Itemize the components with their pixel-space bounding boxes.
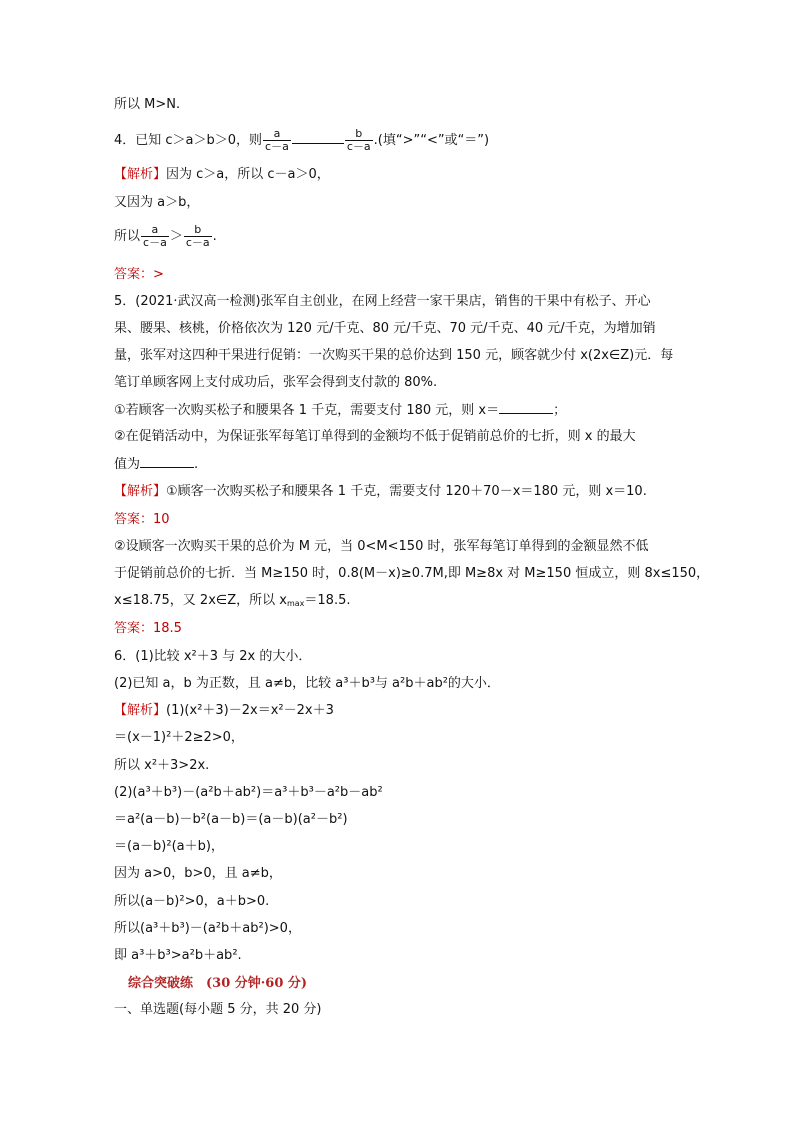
analysis-line: ＝(x－1)²＋2≥2>0， [114, 730, 244, 745]
analysis-line [114, 166, 330, 184]
question-5-line: 笔订单顾客网上支付成功后，张军会得到支付款的 80%. [114, 375, 438, 390]
text: 值为 [114, 457, 141, 472]
analysis-line: ②设顾客一次购买干果的总价为 M 元，当 0<M<150 时，张军每笔订单得到的金额显然不低 [114, 539, 649, 554]
text-line: 所以 M>N. [114, 97, 181, 112]
analysis-line: 即 a³＋b³>a²b＋ab². [114, 948, 242, 963]
text: x≤18.75，又 2x∈Z，所以 x [114, 593, 287, 608]
text-line: 又因为 a＞b， [114, 195, 200, 210]
analysis-line [114, 483, 647, 501]
answer-blank [140, 455, 194, 468]
analysis-line: (2)(a³＋b³)－(a²b＋ab²)＝a³＋b³－a²b－ab² [114, 785, 383, 800]
analysis-line: 因为 a>0，b>0，且 a≠b， [114, 866, 282, 881]
analysis-line: 所以(a³＋b³)－(a²b＋ab²)>0， [114, 921, 301, 936]
analysis-line: 所以(a－b)²>0，a＋b>0. [114, 894, 270, 909]
analysis-line: 于促销前总价的七折．当 M≥150 时，0.8(M－x)≥0.7M,即 M≥8x 对 M≥150 恒成立，则 8x≤150， [114, 566, 710, 581]
answer-blank [292, 131, 344, 144]
numerator: b [194, 223, 202, 236]
fraction [345, 128, 373, 153]
answer-blank [499, 401, 553, 414]
analysis-line: ＝a²(a－b)－b²(a－b)＝(a－b)(a²－b²) [114, 812, 348, 827]
answer-line: 答案：10 [114, 512, 170, 527]
analysis-text: ①顾客一次购买松子和腰果各 1 千克，需要支付 120＋70－x＝180 元，则 x＝10. [166, 484, 647, 499]
answer-line: 答案：18.5 [114, 621, 182, 636]
analysis-text: (1)(x²＋3)－2x＝x²－2x＋3 [166, 703, 334, 718]
analysis-line [114, 592, 350, 610]
question-5-line [114, 455, 198, 474]
question-5-line: 量，张军对这四种干果进行促销：一次购买干果的总价达到 150 元，顾客就少付 x(2x∈Z)元．每 [114, 348, 674, 363]
text: . [194, 457, 199, 472]
denominator: c－a [143, 236, 167, 249]
numerator: b [355, 127, 363, 140]
denominator: c－a [346, 140, 371, 153]
analysis-tag: 【解析】 [114, 167, 167, 182]
q4-suffix: .(填“>”“<”或“＝”) [373, 133, 490, 148]
question-6-line: 6．(1)比较 x²＋3 与 2x 的大小． [114, 649, 312, 664]
analysis-line [114, 702, 334, 720]
question-4 [114, 128, 489, 153]
text: . [212, 229, 217, 244]
analysis-line: ＝(a－b)²(a＋b)， [114, 839, 224, 854]
question-5-line: 5．(2021·武汉高一检测)张军自主创业，在网上经营一家干果店，销售的干果中有松子、开心 [114, 294, 651, 309]
subscript: max [286, 599, 305, 608]
text: ＞ [169, 229, 183, 244]
numerator: a [151, 223, 159, 236]
numerator: a [273, 127, 281, 140]
question-6-line: (2)已知 a，b 为正数，且 a≠b，比较 a³＋b³与 a²b＋ab²的大小． [114, 676, 500, 691]
analysis-line [114, 224, 217, 249]
denominator: c－a [265, 140, 289, 153]
question-5-line [114, 401, 566, 420]
section-heading: 综合突破练 (30 分钟·60 分) [128, 976, 308, 991]
subsection-heading: 一、单选题(每小题 5 分，共 20 分) [114, 1002, 322, 1017]
fraction [141, 224, 169, 249]
text: ； [553, 403, 567, 418]
fraction [184, 224, 212, 249]
analysis-text: 因为 c＞a，所以 c－a＞0， [166, 167, 330, 182]
text: ＝18.5. [304, 593, 351, 608]
text: ①若顾客一次购买松子和腰果各 1 千克，需要支付 180 元，则 x＝ [114, 403, 500, 418]
analysis-tag: 【解析】 [114, 484, 167, 499]
analysis-tag: 【解析】 [114, 703, 167, 718]
fraction [263, 128, 291, 153]
question-5-line: 果、腰果、核桃，价格依次为 120 元/千克、80 元/千克、70 元/千克、40 元/千克，为增加销 [114, 321, 656, 336]
q4-prefix: 4．已知 c＞a＞b＞0，则 [114, 133, 263, 148]
analysis-line: 所以 x²＋3>2x. [114, 758, 210, 773]
answer-line: 答案：> [114, 267, 164, 282]
text: 所以 [114, 229, 141, 244]
question-5-line: ②在促销活动中，为保证张军每笔订单得到的金额均不低于促销前总价的七折，则 x 的最大 [114, 429, 636, 444]
denominator: c－a [185, 236, 210, 249]
